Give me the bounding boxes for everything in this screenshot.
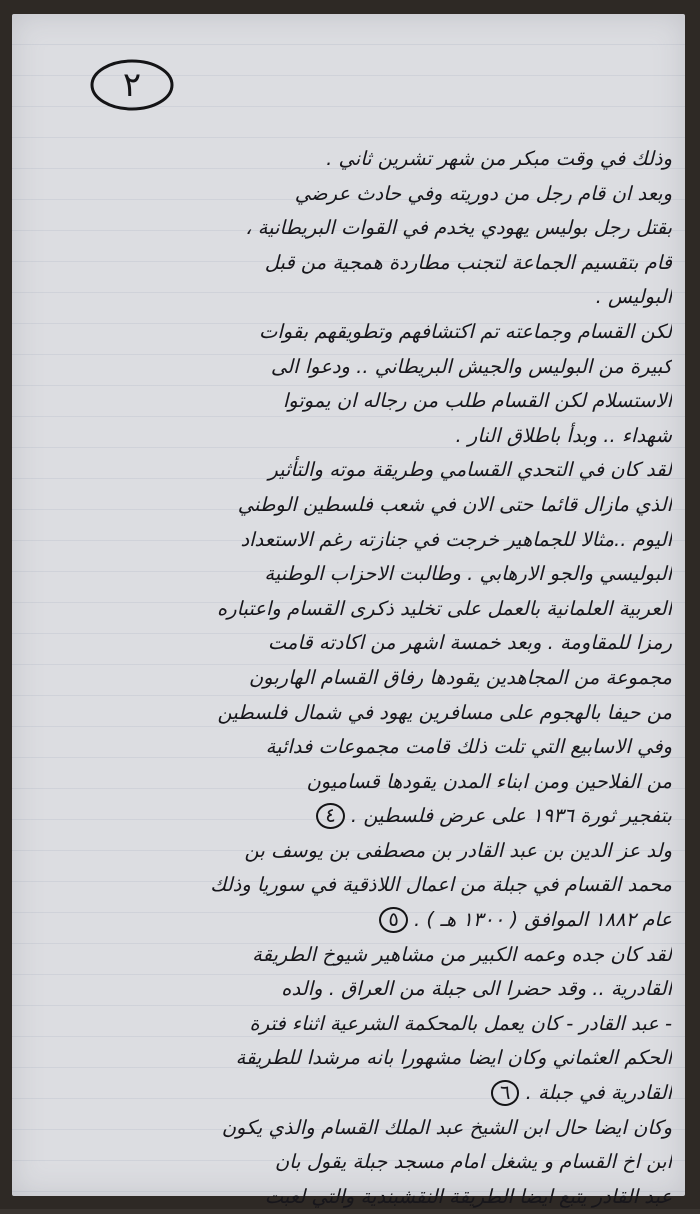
page-number-circle xyxy=(84,54,180,116)
text-line: وبعد ان قام رجل من دوريته وفي حادث عرضي xyxy=(294,181,672,205)
text-line: القادرية .. وقد حضرا الى جبلة من العراق . والده xyxy=(281,977,672,1001)
text-line: عام ١٨٨٢ الموافق ( ١٣٠٠ هـ ) . ٥ xyxy=(60,903,672,938)
text-line: لقد كان جده وعمه الكبير من مشاهير شيوخ الطريقة xyxy=(252,942,672,966)
footnote-marker: ٦ xyxy=(491,1080,519,1106)
text-line: البوليسي والجو الارهابي . وطالبت الاحزاب الوطنية xyxy=(264,562,672,586)
text-line: كبيرة من البوليس والجيش البريطاني .. ودعوا الى xyxy=(270,354,672,378)
text-line: لكن القسام وجماعته تم اكتشافهم وتطويقهم بقوات xyxy=(259,319,672,343)
text-line: الاستسلام لكن القسام طلب من رجاله ان يموتوا xyxy=(282,389,672,413)
text-line: الحكم العثماني وكان ايضا مشهورا بانه مرشدا للطريقة xyxy=(235,1046,672,1070)
text-line: وفي الاسابيع التي تلت ذلك قامت مجموعات فدائية xyxy=(265,735,672,759)
text-line: وكان ايضا حال ابن الشيخ عبد الملك القسام والذي يكون xyxy=(221,1115,672,1139)
handwritten-page xyxy=(12,14,685,1208)
text-line: من حيفا بالهجوم على مسافرين يهود في شمال فلسطين xyxy=(217,700,672,724)
text-line: رمزا للمقاومة . وبعد خمسة اشهر من اكادته قامت xyxy=(267,631,672,655)
text-line: ولد عز الدين بن عبد القادر بن مصطفى بن يوسف بن xyxy=(244,838,672,862)
text-line: شهداء .. وبدأ باطلاق النار . xyxy=(455,423,672,447)
footnote-marker: ٤ xyxy=(316,803,344,829)
text-line: وذلك في وقت مبكر من شهر تشرين ثاني . xyxy=(326,147,672,170)
text-line: اليوم ..مثالا للجماهير خرجت في جنازته رغم الاستعداد xyxy=(240,527,672,551)
text-line: من الفلاحين ومن ابناء المدن يقودها قساميون xyxy=(306,769,672,793)
text-line: العربية العلمانية بالعمل على تخليد ذكرى القسام واعتباره xyxy=(216,596,672,620)
page-number: ٢ xyxy=(122,65,142,105)
footnote-marker: ٥ xyxy=(379,907,407,933)
text-line: لقد كان في التحدي القسامي وطريقة موته والتأثير xyxy=(268,458,672,482)
text-line: عبد القادر يتبع ايضا الطريقة النقشبندية والتي لعبت xyxy=(264,1184,672,1208)
text-line: - عبد القادر - كان يعمل بالمحكمة الشرعية اثناء فترة xyxy=(249,1011,672,1035)
text-line: قام بتقسيم الجماعة لتجنب مطاردة همجية من قبل xyxy=(264,250,672,274)
text-line: البوليس . xyxy=(595,285,672,309)
text-line: الذي مازال قائما حتى الان في شعب فلسطين الوطني xyxy=(237,492,672,516)
text-line: بتفجير ثورة ١٩٣٦ على عرض فلسطين . ٤ xyxy=(60,799,672,834)
text-line: بقتل رجل بوليس يهودي يخدم في القوات البريطانية ، xyxy=(245,216,672,240)
text-line: مجموعة من المجاهدين يقودها رفاق القسام الهاربون xyxy=(248,665,672,689)
manuscript-body xyxy=(60,142,672,1214)
text-line: ابن اخ القسام و يشغل امام مسجد جبلة يقول بان xyxy=(274,1150,672,1174)
text-line: محمد القسام في جبلة من اعمال اللاذقية في سوريا وذلك xyxy=(210,873,672,897)
text-line: القادرية في جبلة . ٦ xyxy=(60,1076,672,1111)
